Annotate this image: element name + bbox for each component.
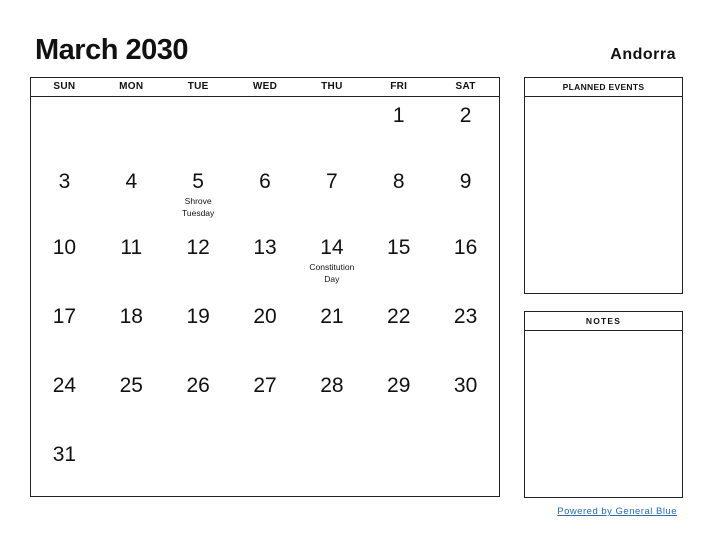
day-number: 6 xyxy=(259,170,271,193)
calendar-day-cell xyxy=(232,229,299,298)
calendar-day-cell xyxy=(298,436,365,499)
calendar-day-cell xyxy=(98,367,165,436)
day-number: 28 xyxy=(320,374,344,397)
calendar-day-cell xyxy=(365,97,432,163)
day-number: 1 xyxy=(392,104,405,127)
calendar-day-cell xyxy=(298,298,365,367)
calendar-day-cell xyxy=(98,229,165,298)
calendar-day-cell xyxy=(98,163,165,229)
day-number: 13 xyxy=(253,236,277,259)
calendar-day-cell xyxy=(365,298,432,367)
weekday-mon: MON xyxy=(119,81,144,92)
calendar-day-cell xyxy=(98,97,165,163)
calendar-day-cell xyxy=(31,163,98,229)
notes-panel xyxy=(524,311,683,498)
day-number: 5 xyxy=(192,170,204,193)
calendar-day-cell xyxy=(165,229,232,298)
day-number: 9 xyxy=(459,170,472,193)
holiday-label: Shrove Tuesday xyxy=(182,196,215,218)
calendar-day-cell xyxy=(31,298,98,367)
planned-events-panel xyxy=(524,77,683,294)
weekday-sat: SAT xyxy=(455,81,476,92)
calendar-week-row xyxy=(31,229,499,298)
day-number: 27 xyxy=(253,374,277,397)
day-number: 18 xyxy=(119,305,143,328)
calendar-day-cell xyxy=(432,97,499,163)
notes-title: NOTES xyxy=(525,312,682,331)
day-number: 24 xyxy=(52,374,77,397)
powered-by-link[interactable]: Powered by General Blue xyxy=(557,506,677,517)
calendar-day-cell xyxy=(165,367,232,436)
calendar-week-row xyxy=(31,163,499,229)
day-number: 10 xyxy=(52,236,77,259)
day-number: 15 xyxy=(387,236,411,259)
day-number: 11 xyxy=(120,236,143,259)
calendar-day-cell xyxy=(298,163,365,229)
day-number: 30 xyxy=(453,374,478,397)
page-title: March 2030 xyxy=(35,34,188,66)
calendar-day-cell xyxy=(298,229,365,298)
calendar-day-cell xyxy=(298,97,365,163)
day-number: 2 xyxy=(459,104,472,127)
day-number: 31 xyxy=(52,443,77,466)
day-number: 26 xyxy=(186,374,210,397)
calendar-day-cell xyxy=(365,163,432,229)
calendar-day-cell xyxy=(298,367,365,436)
day-number: 17 xyxy=(52,305,77,328)
calendar-grid xyxy=(30,77,500,497)
calendar-week-row xyxy=(31,436,499,499)
calendar-day-cell xyxy=(432,298,499,367)
calendar-day-cell xyxy=(98,298,165,367)
day-number: 19 xyxy=(186,305,210,328)
day-number: 16 xyxy=(453,236,478,259)
calendar-day-cell xyxy=(432,229,499,298)
holiday-label: Constitution Day xyxy=(309,262,355,284)
calendar-day-cell xyxy=(232,97,299,163)
calendar-day-cell xyxy=(31,229,98,298)
calendar-day-cell xyxy=(365,229,432,298)
calendar-week-row xyxy=(31,367,499,436)
day-number: 14 xyxy=(320,236,344,259)
day-number: 3 xyxy=(58,170,71,193)
calendar-day-cell xyxy=(232,163,299,229)
calendar-day-cell xyxy=(432,367,499,436)
day-number: 20 xyxy=(253,305,277,328)
planned-events-title: PLANNED EVENTS xyxy=(525,78,682,97)
day-number: 4 xyxy=(125,170,138,193)
country-label: Andorra xyxy=(610,46,676,63)
calendar-day-cell xyxy=(165,163,232,229)
weekday-fri: FRI xyxy=(390,81,408,92)
weekday-wed: WED xyxy=(252,81,278,92)
calendar-day-cell xyxy=(432,163,499,229)
calendar-day-cell xyxy=(165,97,232,163)
calendar-day-cell xyxy=(232,298,299,367)
day-number: 21 xyxy=(320,305,344,328)
day-number: 29 xyxy=(387,374,411,397)
weekday-sun: SUN xyxy=(53,81,76,92)
calendar-day-cell xyxy=(365,367,432,436)
weekday-thu: THU xyxy=(321,81,343,92)
calendar-week-row xyxy=(31,97,499,163)
day-number: 7 xyxy=(326,170,338,193)
day-number: 25 xyxy=(119,374,143,397)
calendar-day-cell xyxy=(365,436,432,499)
calendar-day-cell xyxy=(165,436,232,499)
calendar-weeks xyxy=(31,97,499,499)
weekday-header-row xyxy=(31,78,499,97)
calendar-day-cell xyxy=(232,367,299,436)
calendar-day-cell xyxy=(31,97,98,163)
day-number: 12 xyxy=(186,236,210,259)
day-number: 22 xyxy=(387,305,411,328)
weekday-tue: TUE xyxy=(187,81,209,92)
day-number: 23 xyxy=(453,305,478,328)
calendar-day-cell xyxy=(31,436,98,499)
calendar-day-cell xyxy=(98,436,165,499)
calendar-day-cell xyxy=(232,436,299,499)
calendar-day-cell xyxy=(31,367,98,436)
calendar-day-cell xyxy=(165,298,232,367)
day-number: 8 xyxy=(392,170,405,193)
calendar-day-cell xyxy=(432,436,499,499)
calendar-week-row xyxy=(31,298,499,367)
